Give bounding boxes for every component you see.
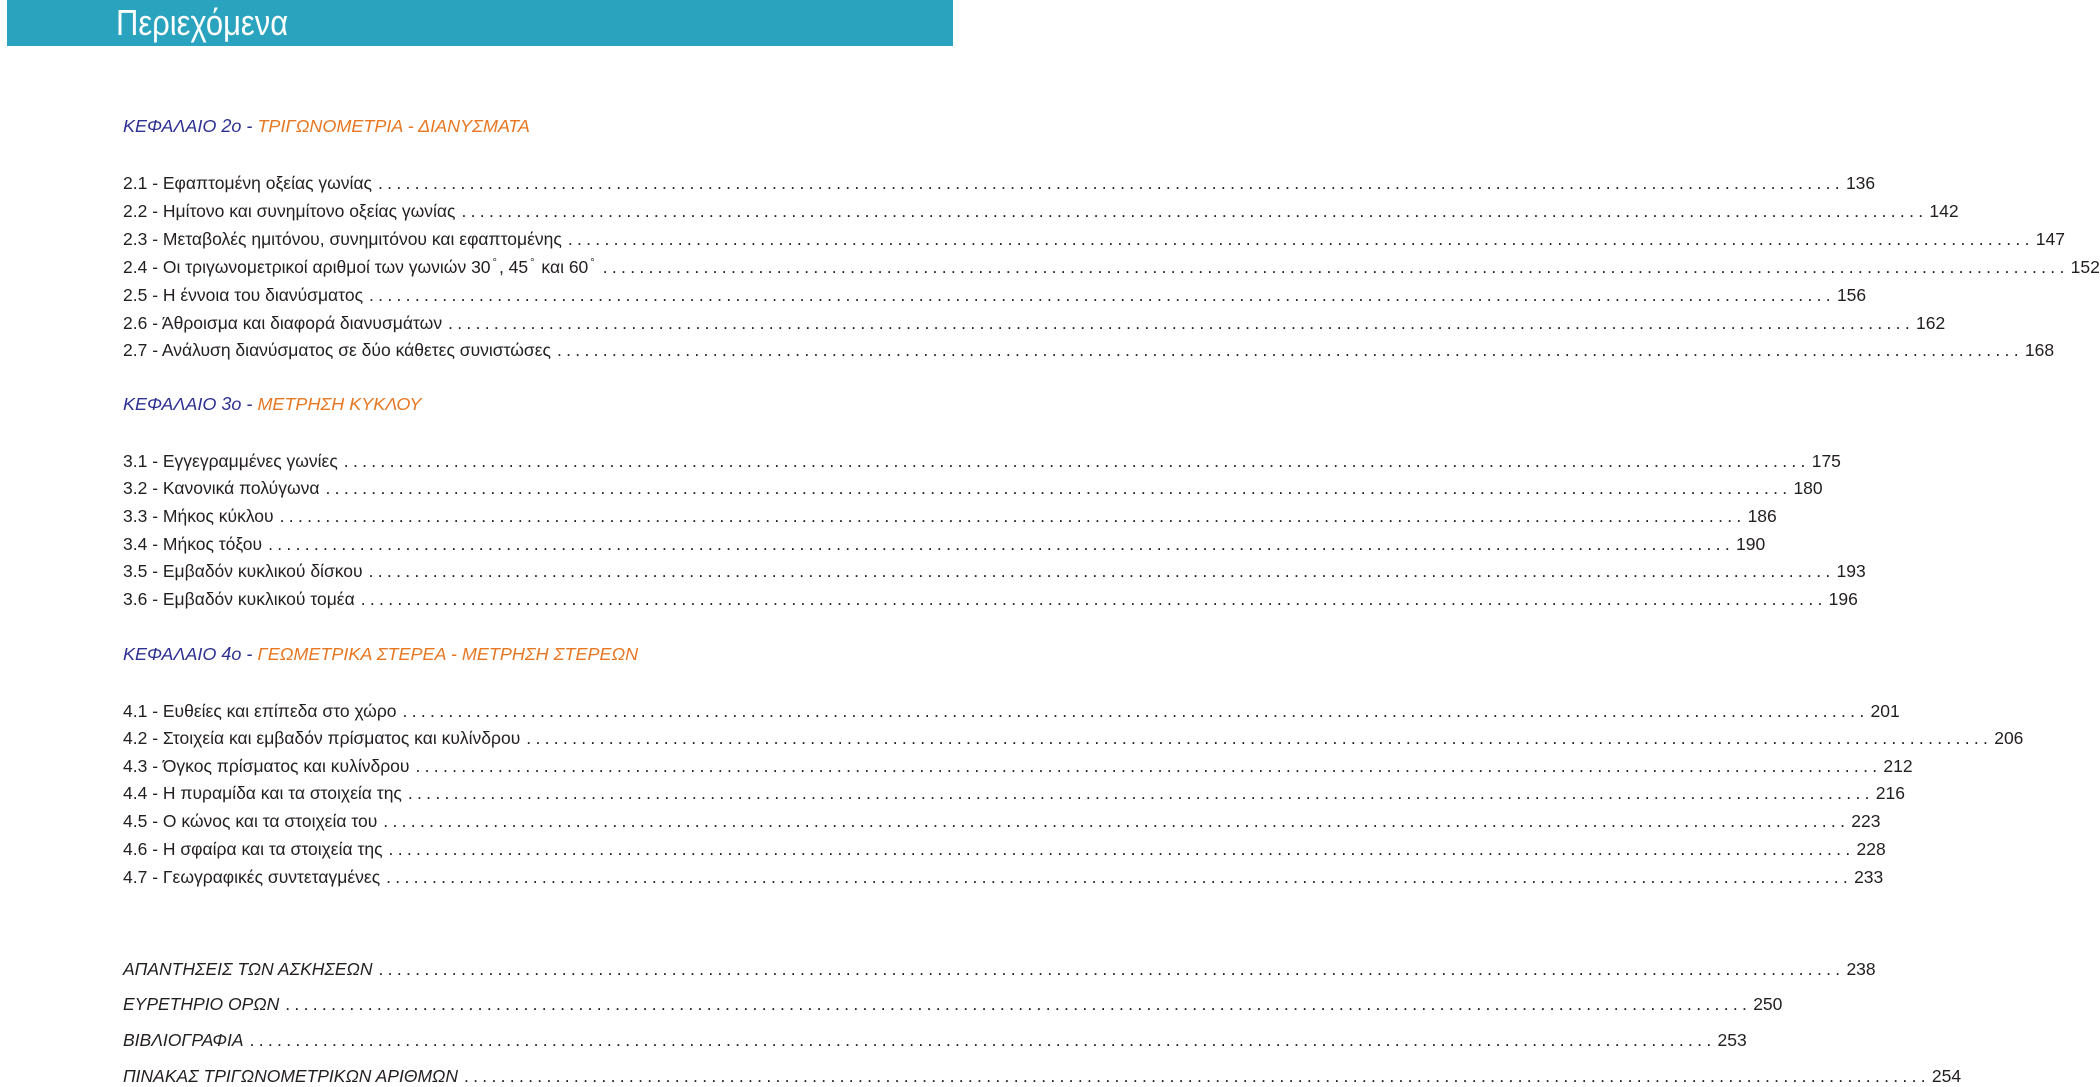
toc-entry-label: ΑΠΑΝΤΗΣΕΙΣ ΤΩΝ ΑΣΚΗΣΕΩΝ: [123, 959, 373, 979]
toc-entry-label: 2.5 - Η έννοια του διανύσματος: [123, 285, 364, 305]
toc-entry-label: 3.6 - Εμβαδόν κυκλικού τομέα: [123, 589, 355, 609]
toc-entry-page: 168: [2024, 340, 2055, 360]
toc-entry-page: 142: [1929, 201, 1959, 221]
dot-leader: ................................................................................................................................................................: [415, 756, 1882, 776]
toc-entry-page: 223: [1851, 811, 1881, 831]
toc-entry-page: 147: [2035, 229, 2065, 249]
degree-symbol: °: [492, 257, 497, 269]
chapter-2-heading: [123, 115, 530, 137]
toc-entry-2-4[interactable]: [123, 256, 2100, 281]
toc-entry-4-2[interactable]: [123, 727, 2024, 749]
dot-leader: ................................................................................................................................................................: [285, 994, 1752, 1014]
label-part: , 45: [498, 257, 529, 277]
toc-entry-page: 136: [1845, 173, 1876, 193]
dot-leader: ................................................................................................................................................................: [602, 257, 2069, 277]
dot-leader: ................................................................................................................................................................: [463, 1066, 1930, 1086]
toc-backmatter-index[interactable]: [123, 993, 1783, 1015]
toc-entry-page: 216: [1875, 783, 1905, 803]
dot-leader: ................................................................................................................................................................: [249, 1030, 1716, 1050]
toc-entry-2-1[interactable]: [123, 172, 1876, 194]
toc-entry-4-4[interactable]: [123, 782, 1905, 804]
toc-entry-page: 212: [1883, 756, 1913, 776]
toc-entry-page: 186: [1747, 506, 1777, 526]
toc-entry-label: ΠΙΝΑΚΑΣ ΤΡΙΓΩΝΟΜΕΤΡΙΚΩΝ ΑΡΙΘΜΩΝ: [123, 1066, 458, 1086]
dot-leader: ................................................................................................................................................................: [386, 867, 1853, 887]
dot-leader: ................................................................................................................................................................: [378, 959, 1845, 979]
dot-leader: ................................................................................................................................................................: [402, 701, 1869, 721]
toc-entry-page: 193: [1836, 561, 1866, 581]
toc-entry-page: 254: [1931, 1066, 1962, 1086]
dot-leader: ................................................................................................................................................................: [388, 839, 1855, 859]
dot-leader: ................................................................................................................................................................: [369, 285, 1835, 305]
page-title: Περιεχόμενα: [116, 2, 289, 43]
toc-entry-page: 196: [1828, 589, 1858, 609]
toc-entry-page: 233: [1854, 867, 1884, 887]
toc-entry-label: 4.1 - Ευθείες και επίπεδα στο χώρο: [123, 701, 397, 721]
toc-entry-label: 4.6 - Η σφαίρα και τα στοιχεία της: [123, 839, 383, 859]
dot-leader: ................................................................................................................................................................: [368, 561, 1835, 581]
toc-entry-3-4[interactable]: [123, 533, 1766, 555]
toc-entry-page: 206: [1994, 728, 2024, 748]
toc-entry-label: 4.4 - Η πυραμίδα και τα στοιχεία της: [123, 783, 402, 803]
chapter-3-title: ΜΕΤΡΗΣΗ ΚΥΚΛΟΥ: [257, 394, 422, 414]
toc-entry-label: 3.2 - Κανονικά πολύγωνα: [123, 478, 320, 498]
toc-entry-4-5[interactable]: [123, 810, 1881, 832]
toc-entry-2-7[interactable]: [123, 339, 2055, 361]
toc-entry-label: 2.1 - Εφαπτομένη οξείας γωνίας: [123, 173, 372, 193]
toc-entry-page: 253: [1717, 1030, 1747, 1050]
dot-leader: ................................................................................................................................................................: [448, 313, 1915, 333]
toc-entry-label: 3.3 - Μήκος κύκλου: [123, 506, 274, 526]
toc-entry-2-6[interactable]: [123, 312, 1946, 334]
chapter-4-heading: [123, 643, 638, 665]
toc-entry-label: 2.7 - Ανάλυση διανύσματος σε δύο κάθετες συνιστώσες: [123, 340, 551, 360]
chapter-3-prefix: ΚΕΦΑΛΑΙΟ 3ο -: [123, 394, 253, 414]
dot-leader: ................................................................................................................................................................: [325, 478, 1792, 498]
toc-entry-page: 250: [1753, 994, 1783, 1014]
label-part: και 60: [536, 257, 589, 277]
toc-entry-label: 3.4 - Μήκος τόξου: [123, 534, 263, 554]
toc-entry-2-5[interactable]: [123, 284, 1867, 306]
dot-leader: ................................................................................................................................................................: [567, 229, 2034, 249]
toc-backmatter-answers[interactable]: [123, 958, 1876, 980]
chapter-4-prefix: ΚΕΦΑΛΑΙΟ 4ο -: [123, 644, 253, 664]
chapter-2-title: ΤΡΙΓΩΝΟΜΕΤΡΙΑ - ΔΙΑΝΥΣΜΑΤΑ: [257, 116, 530, 136]
toc-entry-page: 180: [1793, 478, 1823, 498]
dot-leader: ................................................................................................................................................................: [343, 451, 1810, 471]
toc-entry-label: ΕΥΡΕΤΗΡΙΟ ΟΡΩΝ: [123, 994, 280, 1014]
toc-entry-4-3[interactable]: [123, 755, 1913, 777]
toc-entry-label: [123, 256, 603, 281]
toc-backmatter-bibliography[interactable]: [123, 1029, 1747, 1051]
toc-backmatter-trig-table[interactable]: [123, 1065, 1962, 1087]
dot-leader: ................................................................................................................................................................: [461, 201, 1928, 221]
toc-entry-label: 4.7 - Γεωγραφικές συντεταγμένες: [123, 867, 381, 887]
dot-leader: ................................................................................................................................................................: [279, 506, 1746, 526]
toc-entry-3-1[interactable]: [123, 450, 1841, 472]
toc-entry-3-2[interactable]: [123, 477, 1823, 499]
toc-entry-2-2[interactable]: [123, 200, 1959, 222]
label-part: 2.4 - Οι τριγωνομετρικοί αριθμοί των γωνιών 30: [123, 257, 491, 277]
toc-entry-label: 4.2 - Στοιχεία και εμβαδόν πρίσματος και κυλίνδρου: [123, 728, 521, 748]
chapter-4-title: ΓΕΩΜΕΤΡΙΚΑ ΣΤΕΡΕΑ - ΜΕΤΡΗΣΗ ΣΤΕΡΕΩΝ: [257, 644, 639, 664]
degree-symbol: °: [530, 257, 535, 269]
chapter-2-prefix: ΚΕΦΑΛΑΙΟ 2ο -: [123, 116, 253, 136]
dot-leader: ................................................................................................................................................................: [407, 783, 1874, 803]
toc-entry-3-5[interactable]: [123, 560, 1866, 582]
toc-entry-4-1[interactable]: [123, 700, 1900, 722]
toc-entry-page: 175: [1811, 451, 1841, 471]
dot-leader: ................................................................................................................................................................: [556, 340, 2023, 360]
toc-entry-page: 162: [1916, 313, 1946, 333]
toc-entry-label: 3.1 - Εγγεγραμμένες γωνίες: [123, 451, 338, 471]
toc-entry-3-3[interactable]: [123, 505, 1777, 527]
toc-entry-page: 190: [1736, 534, 1766, 554]
toc-entry-label: ΒΙΒΛΙΟΓΡΑΦΙΑ: [123, 1030, 244, 1050]
toc-entry-page: 152: [2070, 257, 2100, 277]
chapter-3-heading: [123, 393, 421, 415]
toc-entry-label: 2.2 - Ημίτονο και συνημίτονο οξείας γωνίας: [123, 201, 456, 221]
toc-entry-4-7[interactable]: [123, 866, 1884, 888]
dot-leader: ................................................................................................................................................................: [383, 811, 1850, 831]
degree-symbol: °: [590, 257, 595, 269]
toc-entry-page: 238: [1846, 959, 1876, 979]
toc-entry-page: 156: [1836, 285, 1867, 305]
dot-leader: ................................................................................................................................................................: [526, 728, 1993, 748]
toc-entry-label: 4.5 - Ο κώνος και τα στοιχεία του: [123, 811, 378, 831]
toc-entry-label: 2.3 - Μεταβολές ημιτόνου, συνημιτόνου και εφαπτομένης: [123, 229, 562, 249]
toc-entry-label: 3.5 - Εμβαδόν κυκλικού δίσκου: [123, 561, 363, 581]
toc-entry-page: 228: [1856, 839, 1886, 859]
toc-entry-4-6[interactable]: [123, 838, 1886, 860]
toc-entry-2-3[interactable]: [123, 228, 2065, 250]
dot-leader: ................................................................................................................................................................: [360, 589, 1827, 609]
dot-leader: ................................................................................................................................................................: [378, 173, 1844, 193]
toc-entry-page: 201: [1870, 701, 1900, 721]
toc-entry-3-6[interactable]: [123, 588, 1858, 610]
dot-leader: ................................................................................................................................................................: [268, 534, 1735, 554]
toc-entry-label: 4.3 - Όγκος πρίσματος και κυλίνδρου: [123, 756, 410, 776]
toc-entry-label: 2.6 - Άθροισμα και διαφορά διανυσμάτων: [123, 313, 443, 333]
